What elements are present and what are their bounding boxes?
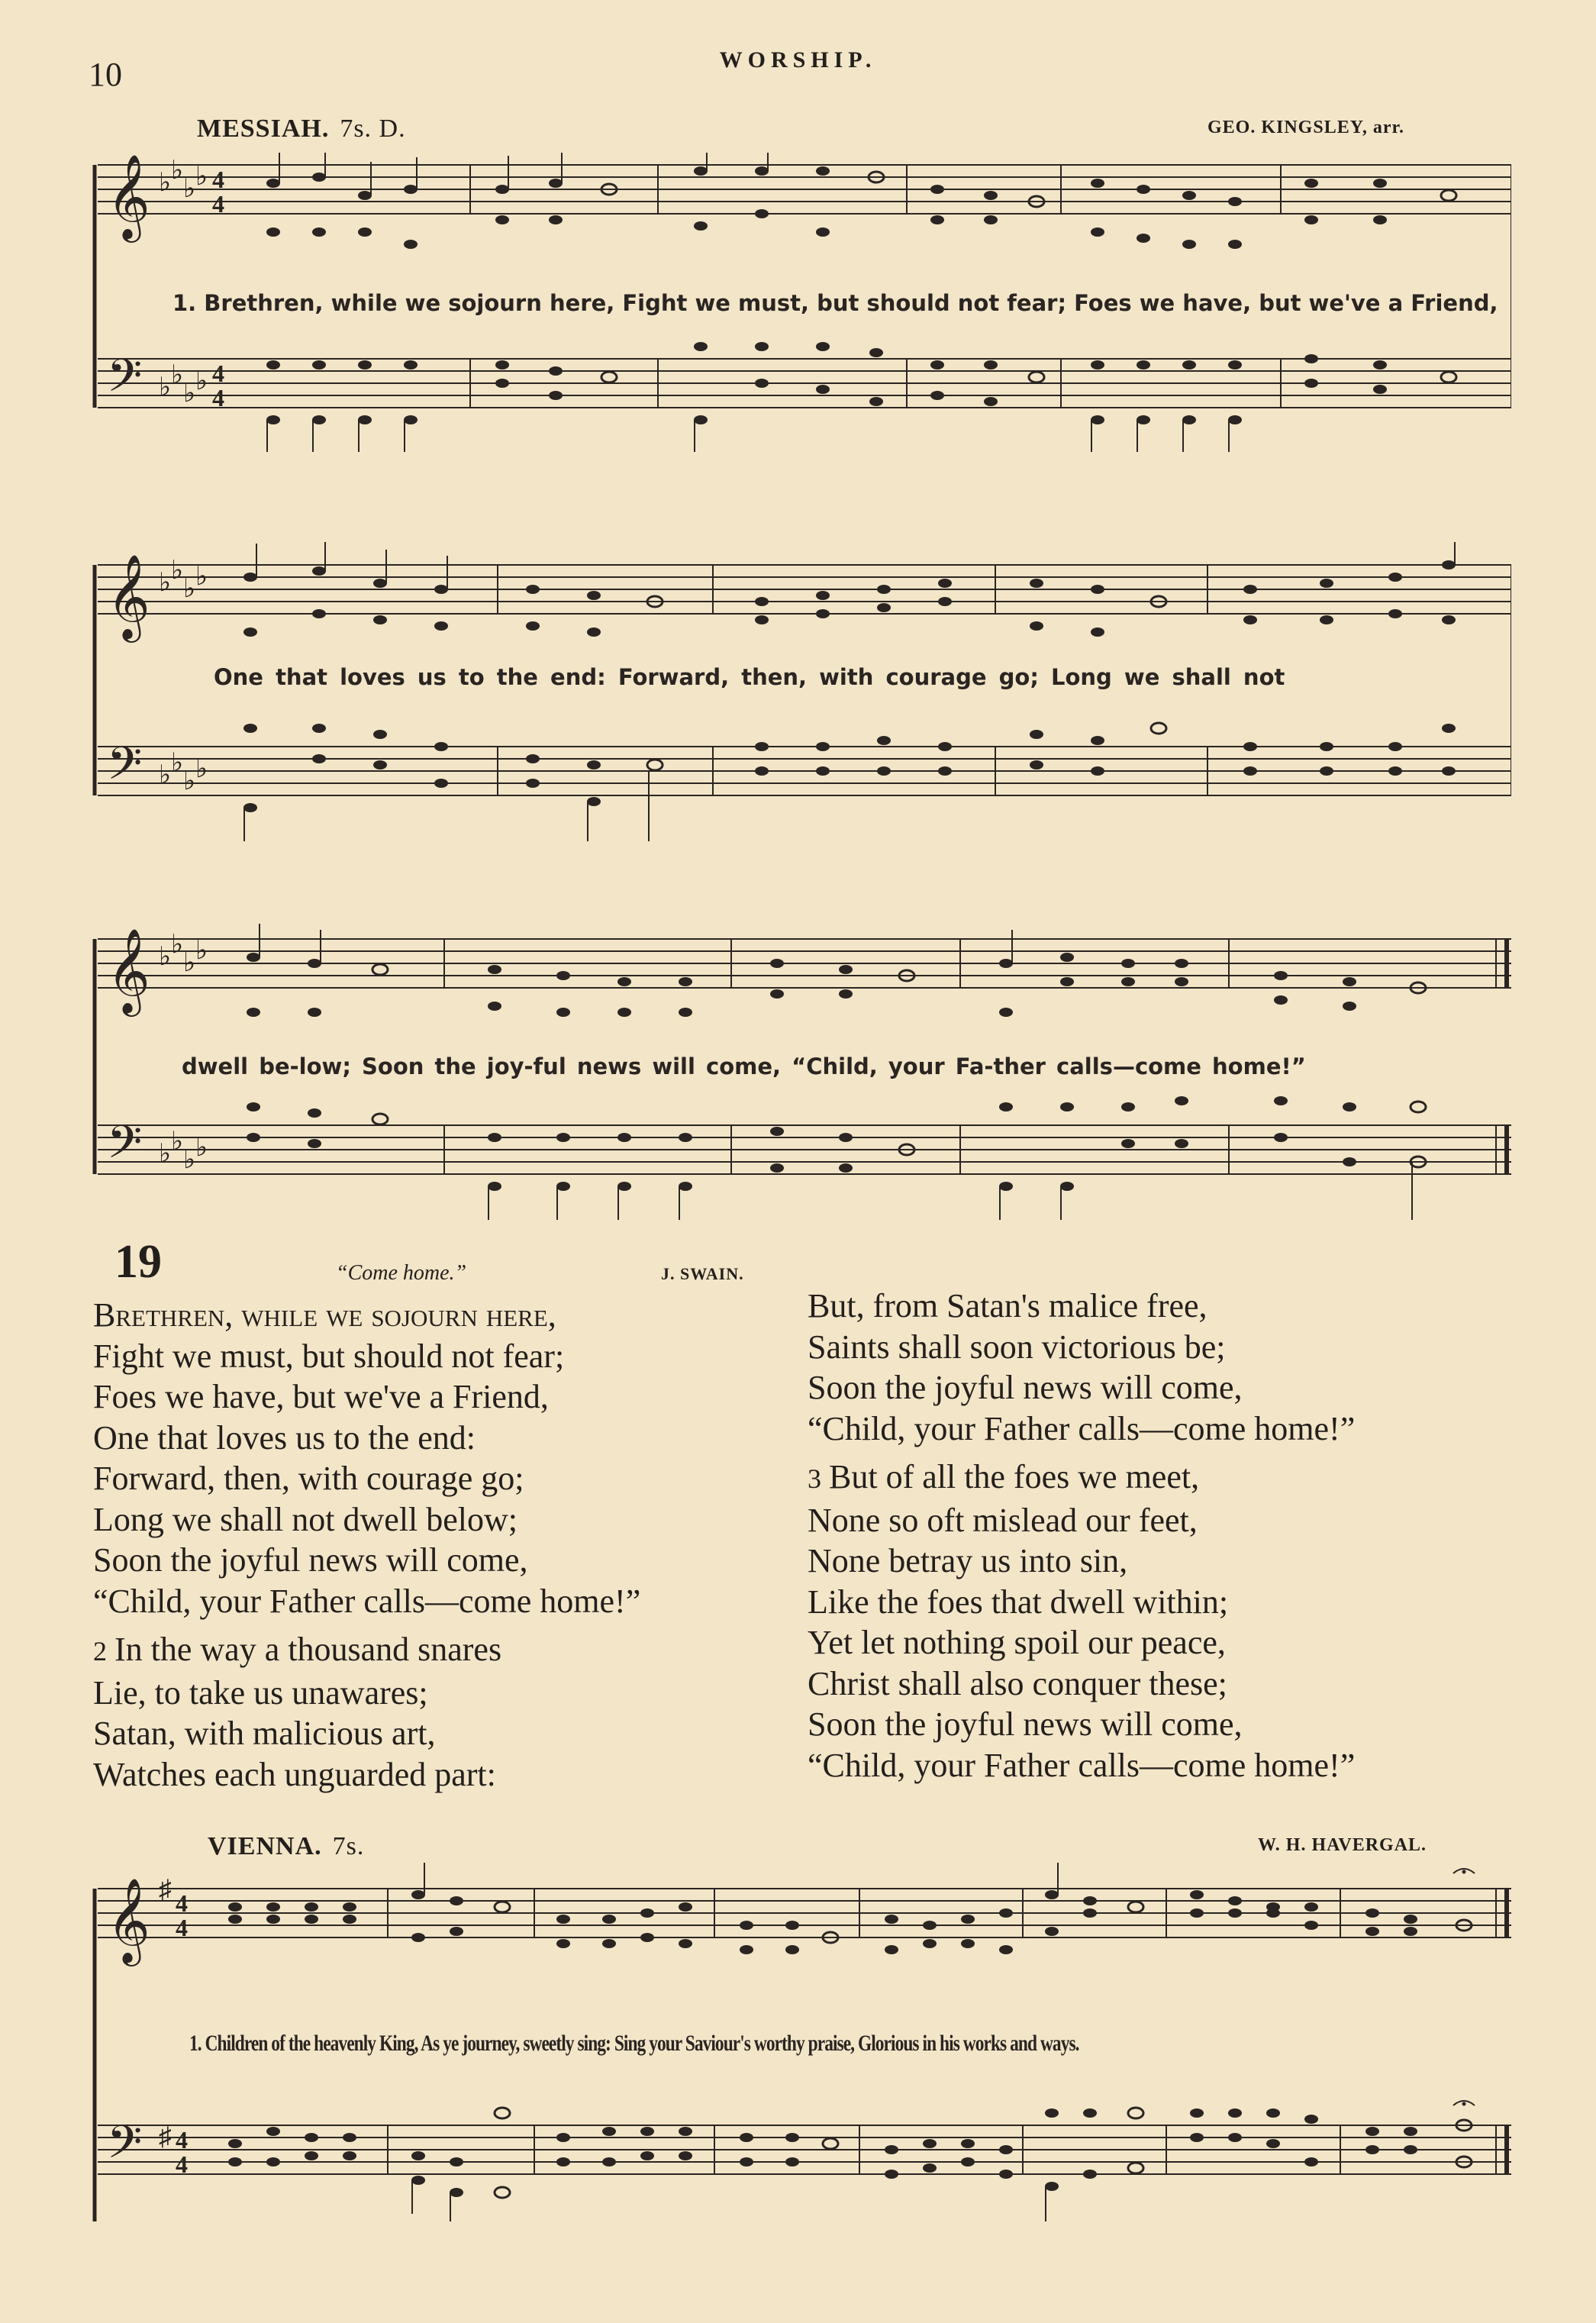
tune-composer: W. H. HAVERGAL.: [1258, 1835, 1427, 1855]
svg-text:4: 4: [212, 384, 224, 411]
score-system-3: [90, 916, 1511, 1237]
tune-name: VIENNA.: [208, 1832, 322, 1860]
bass-clef: 𝄢: [107, 2118, 143, 2179]
verse-line: Brethren, while we sojourn here,: [93, 1296, 556, 1334]
tune-composer: GEO. KINGSLEY, arr.: [1207, 118, 1404, 137]
svg-text:4: 4: [176, 1889, 188, 1917]
verse-line: Saints shall soon victorious be;: [808, 1328, 1226, 1366]
verse-line: None so oft mislead our feet,: [808, 1501, 1198, 1539]
verse-line: Watches each unguarded part:: [93, 1755, 496, 1793]
svg-text:♭: ♭: [159, 169, 172, 197]
treble-clef: 𝄞: [107, 1879, 150, 1961]
lyric-line: dwell be-low; Soon the joy-ful news will come, “Child, your Fa-ther calls—come home!”: [182, 1053, 1306, 1079]
svg-text:♭: ♭: [195, 563, 208, 591]
verse-line: “Child, your Father calls—come home!”: [808, 1409, 1356, 1447]
verse-line: Lie, to take us unawares;: [93, 1673, 428, 1712]
verse-line: Foes we have, but we've a Friend,: [93, 1378, 549, 1415]
stanza-column-right: [808, 1286, 1355, 1786]
svg-text:𝄞: 𝄞: [107, 156, 150, 237]
svg-text:♭: ♭: [171, 1128, 184, 1156]
svg-text:♭: ♭: [195, 367, 208, 395]
verse-line: Long we shall not dwell below;: [93, 1500, 518, 1538]
verse-line: “Child, your Father calls—come home!”: [93, 1582, 641, 1620]
tune-title-messiah: [197, 115, 406, 144]
svg-text:♭: ♭: [171, 361, 184, 389]
page-number: 10: [89, 56, 122, 93]
lyric-line: One that loves us to the end: Forward, then, with courage go; Long we shall not: [214, 664, 1285, 690]
hymn-author: J. SWAIN.: [661, 1264, 744, 1283]
svg-text:♭: ♭: [171, 156, 184, 185]
tune-meter: 7s.: [332, 1832, 365, 1860]
svg-text:♭: ♭: [159, 1140, 172, 1168]
stems: [244, 542, 1455, 841]
treble-clef: [107, 155, 150, 243]
bass-clef: 𝄢: [107, 1118, 143, 1179]
svg-text:♭: ♭: [159, 569, 172, 597]
hymn-number: 19: [114, 1236, 162, 1288]
svg-text:♭: ♭: [183, 379, 196, 408]
verse-line: One that loves us to the end:: [93, 1418, 476, 1457]
svg-text:4: 4: [176, 2126, 188, 2154]
key-signature: [159, 557, 208, 795]
verse-line: But, from Satan's malice free,: [808, 1287, 1207, 1324]
fermata: [1453, 1869, 1475, 2105]
tune-meter: 7s. D.: [340, 115, 406, 143]
lyric-line: 1. Children of the heavenly King, As ye journey, sweetly sing: Sing your Saviour's worthy praise, Glorious in his works and ways.: [189, 2031, 1079, 2056]
running-head: WORSHIP.: [719, 47, 877, 73]
svg-text:♭: ♭: [183, 949, 196, 977]
svg-text:♭: ♭: [171, 557, 184, 585]
treble-clef: 𝄞: [107, 930, 150, 1011]
svg-text:4: 4: [212, 166, 224, 193]
svg-text:♭: ♭: [183, 575, 196, 603]
lyric-line: 1. Brethren, while we sojourn here, Fight we must, but should not fear; Foes we have, but we've a Friend,: [172, 290, 1498, 316]
verse-line: Forward, then, with courage go;: [93, 1460, 524, 1497]
score-system-4: [90, 1863, 1511, 2260]
svg-text:♯: ♯: [159, 1876, 172, 1904]
fermata-dots: [1462, 1870, 1466, 2106]
verse-line: Satan, with malicious art,: [93, 1715, 436, 1752]
verse-line: Soon the joyful news will come,: [808, 1705, 1243, 1743]
bass-clef: [107, 351, 142, 412]
verse-line: Soon the joyful news will come,: [808, 1369, 1243, 1406]
verse-line: None betray us into sin,: [808, 1542, 1128, 1579]
score-system-2: [90, 542, 1511, 855]
svg-text:♯: ♯: [159, 2123, 172, 2151]
svg-text:4: 4: [176, 2150, 188, 2178]
hymn-subtitle: “Come home.”: [336, 1261, 467, 1285]
tune-name: MESSIAH.: [197, 115, 330, 143]
verse-line: Like the foes that dwell within;: [808, 1583, 1229, 1621]
time-signature: [212, 166, 224, 411]
svg-text:♭: ♭: [183, 1146, 196, 1174]
svg-text:♭: ♭: [171, 931, 184, 959]
score-system-1: [90, 153, 1511, 458]
svg-text:♭: ♭: [183, 175, 196, 203]
key-signature: [159, 1876, 172, 2151]
key-signature: [159, 156, 208, 408]
svg-text:4: 4: [176, 1914, 188, 1941]
svg-text:♭: ♭: [171, 749, 184, 777]
verse-line: 2 In the way a thousand snares: [93, 1631, 502, 1668]
time-signature: [176, 1889, 188, 2178]
verse-line: Christ shall also conquer these;: [808, 1664, 1227, 1702]
svg-text:♭: ♭: [159, 761, 172, 789]
svg-text:♭: ♭: [159, 373, 172, 402]
verse-line: Yet let nothing spoil our peace,: [808, 1624, 1226, 1661]
verse-line: “Child, your Father calls—come home!”: [808, 1746, 1356, 1784]
verse-line: 3 But of all the foes we meet,: [808, 1458, 1200, 1495]
verse-line: Fight we must, but should not fear;: [93, 1337, 565, 1375]
svg-text:♭: ♭: [159, 943, 172, 971]
svg-text:♭: ♭: [195, 937, 208, 965]
treble-clef: 𝄞: [107, 556, 150, 637]
bass-clef: 𝄢: [107, 739, 143, 800]
svg-text:♭: ♭: [195, 163, 208, 191]
svg-text:𝄢: 𝄢: [107, 351, 143, 412]
verse-number: 3: [808, 1463, 821, 1494]
tune-title-vienna: [208, 1832, 364, 1861]
stanza-column-left: [93, 1295, 640, 1795]
svg-text:4: 4: [212, 360, 224, 387]
verse-number: 2: [93, 1636, 107, 1666]
score-staves: [90, 1863, 1511, 2260]
svg-text:♭: ♭: [183, 767, 196, 795]
score-staves: [90, 542, 1511, 855]
svg-text:♭: ♭: [195, 755, 208, 783]
verse-line: Soon the joyful news will come,: [93, 1541, 528, 1579]
svg-text:♭: ♭: [195, 1134, 208, 1162]
svg-text:4: 4: [212, 190, 224, 218]
